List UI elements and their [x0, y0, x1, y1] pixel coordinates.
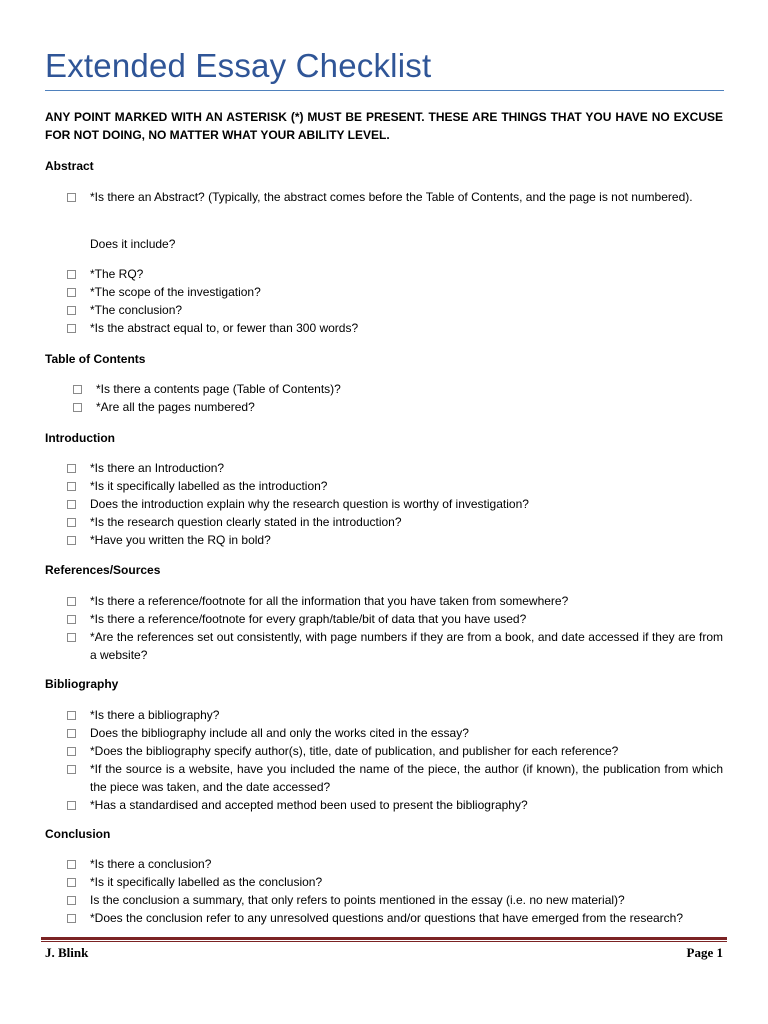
checklist-item [67, 513, 723, 531]
checklist-item [67, 283, 723, 301]
checklist-item [67, 610, 723, 628]
checklist-item [67, 495, 723, 513]
checklist-item [67, 873, 723, 891]
checklist-item [67, 724, 723, 742]
checkbox-icon[interactable] [67, 747, 76, 756]
checklist-item [67, 796, 723, 814]
checkbox-icon[interactable] [67, 306, 76, 315]
bibliography-checklist [67, 706, 723, 814]
checklist-item-text: *If the source is a website, have you included the name of the piece, the author (if known), the publication from which the piece was taken, and the date accessed? [90, 762, 723, 794]
checklist-item-text: *Have you written the RQ in bold? [90, 533, 271, 547]
checklist-item [67, 706, 723, 724]
checkbox-icon[interactable] [67, 500, 76, 509]
checkbox-icon[interactable] [67, 711, 76, 720]
toc-checklist [73, 380, 723, 416]
checklist-item [67, 855, 723, 873]
checkbox-icon[interactable] [67, 896, 76, 905]
section-heading-conclusion: Conclusion [45, 827, 111, 841]
abstract-sub-checklist [67, 265, 723, 337]
checklist-item-text: *Is there a reference/footnote for every graph/table/bit of data that you have used? [90, 612, 527, 626]
checkbox-icon[interactable] [67, 878, 76, 887]
conclusion-checklist [67, 855, 723, 927]
section-heading-references: References/Sources [45, 563, 161, 577]
checklist-item-text: *Are all the pages numbered? [96, 400, 255, 414]
checkbox-icon[interactable] [67, 615, 76, 624]
footer-page-number: Page 1 [686, 945, 723, 960]
checkbox-icon[interactable] [67, 270, 76, 279]
checkbox-icon[interactable] [67, 860, 76, 869]
checkbox-icon[interactable] [73, 403, 82, 412]
checklist-item-text: *Is there a bibliography? [90, 708, 220, 722]
references-checklist [67, 592, 723, 664]
abstract-subprompt: Does it include? [90, 237, 176, 251]
checklist-item [73, 398, 723, 416]
checklist-item-text: *Is the research question clearly stated in the introduction? [90, 515, 402, 529]
checklist-item-text: *Does the bibliography specify author(s), title, date of publication, and publisher for each reference? [90, 744, 619, 758]
checklist-item-text: *Is it specifically labelled as the conclusion? [90, 875, 323, 889]
checklist-item [67, 477, 723, 495]
abstract-checklist [67, 188, 723, 206]
checkbox-icon[interactable] [67, 536, 76, 545]
section-heading-introduction: Introduction [45, 431, 115, 445]
checklist-item [67, 265, 723, 283]
title-divider [45, 90, 724, 91]
checkbox-icon[interactable] [67, 464, 76, 473]
checklist-item-text: *Is there a conclusion? [90, 857, 212, 871]
section-heading-bibliography: Bibliography [45, 677, 119, 691]
section-heading-toc: Table of Contents [45, 352, 146, 366]
checklist-item [67, 188, 723, 206]
checklist-item-text: *The scope of the investigation? [90, 285, 261, 299]
checklist-item [67, 531, 723, 549]
checkbox-icon[interactable] [67, 729, 76, 738]
checkbox-icon[interactable] [73, 385, 82, 394]
checklist-item-text: *Is there an Introduction? [90, 461, 225, 475]
checkbox-icon[interactable] [67, 324, 76, 333]
checkbox-icon[interactable] [67, 801, 76, 810]
checklist-item-text: *Is there an Abstract? (Typically, the abstract comes before the Table of Contents, and the page is not numbered). [90, 190, 693, 204]
checklist-item [67, 742, 723, 760]
checklist-item-text: Does the bibliography include all and only the works cited in the essay? [90, 726, 469, 740]
checklist-item [67, 628, 723, 664]
checkbox-icon[interactable] [67, 597, 76, 606]
introduction-checklist [67, 459, 723, 549]
checkbox-icon[interactable] [67, 518, 76, 527]
checkbox-icon[interactable] [67, 633, 76, 642]
checklist-item [67, 319, 723, 337]
checklist-item [67, 301, 723, 319]
checklist-item [67, 891, 723, 909]
checklist-item [67, 459, 723, 477]
checklist-item-text: *Is there a reference/footnote for all the information that you have taken from somewhere? [90, 594, 569, 608]
checkbox-icon[interactable] [67, 482, 76, 491]
checklist-item-text: *Is the abstract equal to, or fewer than 300 words? [90, 321, 359, 335]
checklist-item-text: *Has a standardised and accepted method been used to present the bibliography? [90, 798, 528, 812]
checklist-item-text: Does the introduction explain why the research question is worthy of investigation? [90, 497, 529, 511]
checklist-item-text: *Is it specifically labelled as the introduction? [90, 479, 328, 493]
checkbox-icon[interactable] [67, 193, 76, 202]
footer-divider-thin [41, 941, 727, 942]
checklist-item [67, 909, 723, 927]
footer-divider-thick [41, 937, 727, 940]
checklist-item [73, 380, 723, 398]
section-heading-abstract: Abstract [45, 159, 94, 173]
checklist-item-text: *The RQ? [90, 267, 144, 281]
checklist-item-text: Is the conclusion a summary, that only refers to points mentioned in the essay (i.e. no new material)? [90, 893, 625, 907]
checklist-item [67, 760, 723, 796]
intro-notice: ANY POINT MARKED WITH AN ASTERISK (*) MUST BE PRESENT. THESE ARE THINGS THAT YOU HAVE NO EXCUSE FOR NOT DOING, NO MATTER WHAT YOUR ABILITY LEVEL. [45, 110, 723, 142]
checkbox-icon[interactable] [67, 914, 76, 923]
checklist-item-text: *Is there a contents page (Table of Contents)? [96, 382, 341, 396]
footer-author: J. Blink [45, 945, 89, 960]
checklist-item-text: *Are the references set out consistently, with page numbers if they are from a book, and date accessed if they are from a website? [90, 630, 723, 662]
checklist-item-text: *Does the conclusion refer to any unresolved questions and/or questions that have emerged from the research? [90, 911, 684, 925]
checklist-item [67, 592, 723, 610]
checklist-item-text: *The conclusion? [90, 303, 183, 317]
page-title: Extended Essay Checklist [45, 47, 432, 84]
checkbox-icon[interactable] [67, 288, 76, 297]
checkbox-icon[interactable] [67, 765, 76, 774]
